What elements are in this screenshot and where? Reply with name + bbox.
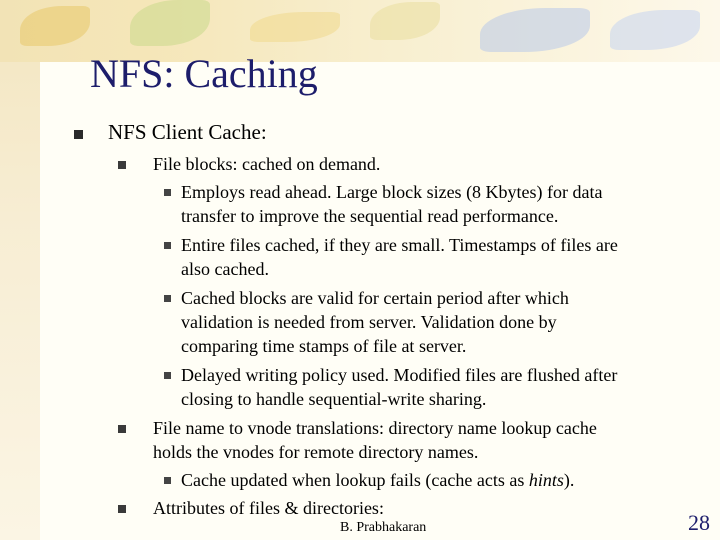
bullet-square-icon bbox=[164, 295, 171, 302]
bullet-cached-blocks-line3: comparing time stamps of file at server. bbox=[181, 336, 467, 356]
bullet-entire-files-line2: also cached. bbox=[181, 259, 269, 279]
decorative-left-band bbox=[0, 0, 40, 540]
bullet-square-icon bbox=[164, 372, 171, 379]
decorative-leaf bbox=[130, 0, 210, 46]
bullet-delayed-writing-line1: Delayed writing policy used. Modified files are flushed after bbox=[181, 365, 618, 385]
bullet-square-icon bbox=[118, 425, 126, 433]
bullet-delayed-writing-line2: closing to handle sequential-write sharing. bbox=[181, 389, 487, 409]
bullet-square-icon bbox=[118, 505, 126, 513]
bullet-vnode-line1: File name to vnode translations: directory name lookup cache bbox=[153, 418, 597, 438]
decorative-leaf bbox=[610, 10, 700, 50]
slide-footer-author: B. Prabhakaran bbox=[340, 520, 427, 535]
slide-title: NFS: Caching bbox=[90, 51, 318, 96]
bullet-read-ahead-line1: Employs read ahead. Large block sizes (8 Kbytes) for data bbox=[181, 182, 603, 202]
decorative-leaf bbox=[20, 6, 90, 46]
cache-updated-text: Cache updated when lookup fails (cache acts as bbox=[181, 470, 529, 490]
bullet-cached-blocks-line1: Cached blocks are valid for certain period after which bbox=[181, 288, 569, 308]
decorative-leaf bbox=[370, 2, 440, 40]
bullet-square-icon bbox=[164, 477, 171, 484]
bullet-client-cache: NFS Client Cache: bbox=[108, 120, 267, 144]
bullet-square-icon bbox=[164, 242, 171, 249]
bullet-vnode-line2: holds the vnodes for remote directory names. bbox=[153, 442, 479, 462]
bullet-square-icon bbox=[118, 161, 126, 169]
slide-page-number: 28 bbox=[688, 510, 710, 535]
bullet-square-icon bbox=[74, 130, 83, 139]
bullet-cache-updated bbox=[181, 468, 574, 492]
bullet-read-ahead-line2: transfer to improve the sequential read performance. bbox=[181, 206, 559, 226]
bullet-attributes: Attributes of files & directories: bbox=[153, 498, 384, 518]
bullet-cached-blocks-line2: validation is needed from server. Validation done by bbox=[181, 312, 557, 332]
decorative-leaf bbox=[250, 12, 340, 42]
bullet-entire-files-line1: Entire files cached, if they are small. Timestamps of files are bbox=[181, 235, 618, 255]
hints-emphasis: hints bbox=[528, 470, 564, 490]
decorative-leaf bbox=[480, 8, 590, 52]
bullet-square-icon bbox=[164, 189, 171, 196]
bullet-file-blocks: File blocks: cached on demand. bbox=[153, 154, 381, 174]
cache-updated-end: ). bbox=[563, 470, 575, 490]
